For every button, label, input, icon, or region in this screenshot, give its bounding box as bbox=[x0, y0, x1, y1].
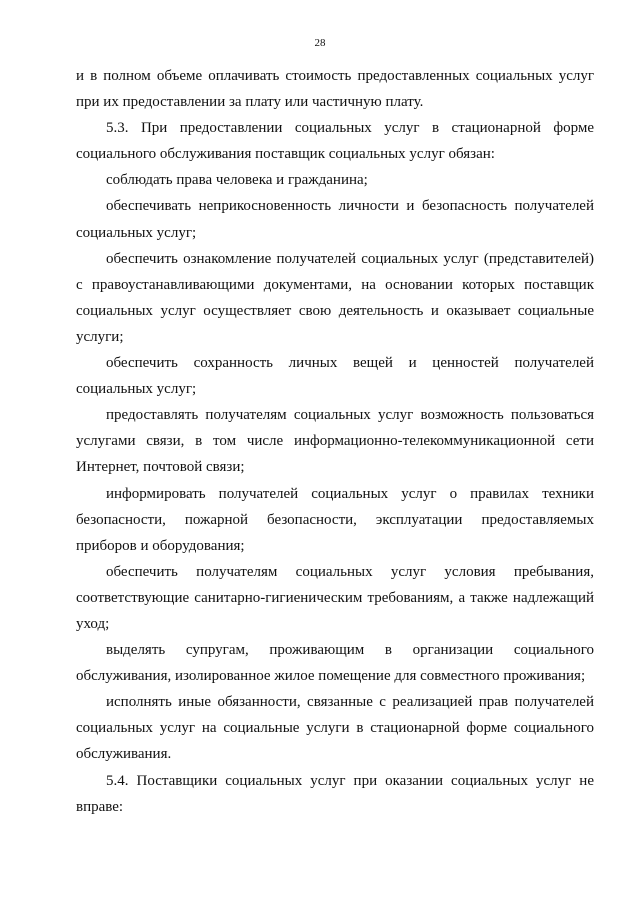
paragraph-obligation-other: исполнять иные обязанности, связанные с реализацией прав получателей социальных услуг на социальные услуги в стационарной форме социального обслуживания. bbox=[76, 694, 594, 763]
paragraph-obligation-conditions: обеспечить получателям социальных услуг условия пребывания, соответствующие санитарно-гигиеническим требованиям, а также надлежащий уход; bbox=[76, 563, 594, 632]
paragraph-obligation-communications: предоставлять получателям социальных услуг возможность пользоваться услугами связи, в том числе информационно-телекоммуникационной сети Интернет, почтовой связи; bbox=[76, 407, 594, 476]
paragraph-obligation-safety: обеспечивать неприкосновенность личности и безопасность получателей социальных услуг; bbox=[76, 198, 594, 241]
paragraph-obligation-rights: соблюдать права человека и гражданина; bbox=[106, 172, 368, 189]
page-number: 28 bbox=[314, 37, 326, 49]
document-body bbox=[76, 63, 594, 820]
paragraph-obligation-spouses: выделять супругам, проживающим в организации социального обслуживания, изолированное жилое помещение для совместного проживания; bbox=[76, 642, 594, 685]
paragraph-section-5-4: 5.4. Поставщики социальных услуг при оказании социальных услуг не вправе: bbox=[76, 772, 594, 815]
paragraph-obligation-belongings: обеспечить сохранность личных вещей и ценностей получателей социальных услуг; bbox=[76, 355, 594, 398]
paragraph-continuation: и в полном объеме оплачивать стоимость предоставленных социальных услуг при их предоставлении за плату или частичную плату. bbox=[76, 68, 594, 111]
paragraph-obligation-documents: обеспечить ознакомление получателей социальных услуг (представителей) с правоустанавливающими документами, на основании которых поставщик социальных услуг осуществляет свою деятельность и оказывает социальные услуги; bbox=[76, 250, 594, 345]
paragraph-section-5-3: 5.3. При предоставлении социальных услуг в стационарной форме социального обслуживания поставщик социальных услуг обязан: bbox=[76, 120, 594, 163]
paragraph-obligation-safety-info: информировать получателей социальных услуг о правилах техники безопасности, пожарной безопасности, эксплуатации предоставляемых приборов и оборудования; bbox=[76, 485, 594, 554]
